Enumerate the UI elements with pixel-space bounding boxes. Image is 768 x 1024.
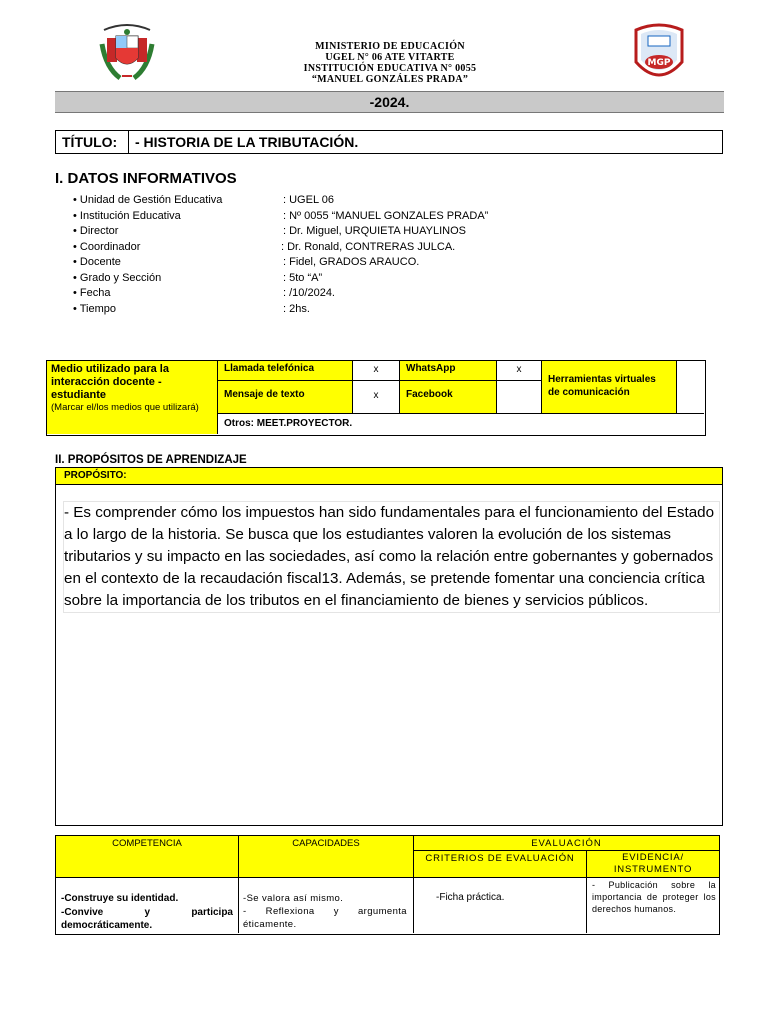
evidencia-1: - Publicación sobre la importancia de proteger los derechos humanos. xyxy=(592,880,716,914)
criterio-1: -Ficha práctica. xyxy=(436,892,505,903)
datos-row: • Institución Educativa : Nº 0055 “MANUEL GONZALES PRADA” xyxy=(73,209,489,222)
ugel-line: UGEL N° 06 ATE VITARTE xyxy=(325,52,455,63)
herramientas-cell: Herramientas virtuales de comunicación xyxy=(542,361,676,413)
mensaje-mark[interactable]: x xyxy=(373,390,379,401)
proposito-box xyxy=(55,467,723,826)
school-name-line: “MANUEL GONZÁLES PRADA” xyxy=(311,74,469,85)
col-evaluacion: EVALUACIÓN xyxy=(531,838,602,849)
capacidad-2: - Reflexiona y argumenta éticamente. xyxy=(243,906,407,930)
datos-row: • Fecha : /10/2024. xyxy=(73,287,335,299)
medio-label: Medio utilizado para la interacción docente - estudiante xyxy=(51,363,169,401)
svg-text:MGP: MGP xyxy=(647,58,671,68)
datos-row: • Unidad de Gestión Educativa : UGEL 06 xyxy=(73,194,334,206)
otros-cell: Otros: MEET.PROYECTOR. xyxy=(224,418,353,429)
school-crest-icon xyxy=(632,22,686,86)
header-block xyxy=(230,41,550,85)
institution-line: INSTITUCIÓN EDUCATIVA N° 0055 xyxy=(303,63,477,74)
facebook-mark[interactable] xyxy=(497,381,541,413)
competencia-1: -Construye su identidad. xyxy=(61,893,179,904)
capacidad-1: -Se valora así mismo. xyxy=(243,893,344,904)
datos-row: • Grado y Sección : 5to “A” xyxy=(73,271,323,284)
col-capacidades: CAPACIDADES xyxy=(292,838,360,849)
medio-table xyxy=(46,360,706,436)
whatsapp-cell: WhatsApp xyxy=(400,361,496,380)
ministry-line: MINISTERIO DE EDUCACIÓN xyxy=(315,41,465,52)
col-evidencia: EVIDENCIA/ INSTRUMENTO xyxy=(613,852,693,875)
col-competencia: COMPETENCIA xyxy=(112,838,182,849)
title-label: TÍTULO: xyxy=(56,131,129,153)
datos-row: • Tiempo : 2hs. xyxy=(73,302,310,315)
col-criterios: CRITERIOS DE EVALUACIÓN xyxy=(425,853,575,864)
proposito-label: PROPÓSITO: xyxy=(56,468,722,485)
propositos-heading: II. PROPÓSITOS DE APRENDIZAJE xyxy=(55,454,247,466)
medio-label-cell xyxy=(47,361,217,434)
competencia-table xyxy=(55,835,720,935)
datos-list xyxy=(73,193,488,317)
competencia-2: -Convive y participa democráticamente. xyxy=(61,907,233,931)
title-value: - HISTORIA DE LA TRIBUTACIÓN. xyxy=(135,134,359,150)
datos-row: • Coordinador : Dr. Ronald, CONTRERAS JULCA. xyxy=(73,240,456,253)
llamada-mark[interactable]: x xyxy=(373,364,379,375)
datos-row: • Director : Dr. Miguel, URQUIETA HUAYLINOS xyxy=(73,225,466,237)
title-box xyxy=(55,130,723,154)
whatsapp-mark[interactable]: x xyxy=(516,364,522,375)
mensaje-cell: Mensaje de texto xyxy=(218,381,352,413)
datos-heading: I. DATOS INFORMATIVOS xyxy=(55,170,237,187)
year-bar: -2024. xyxy=(55,91,724,113)
datos-row: • Docente : Fidel, GRADOS ARAUCO. xyxy=(73,256,420,268)
proposito-text: - Es comprender cómo los impuestos han sido fundamentales para el funcionamiento del Estado a lo largo de la historia. Se busca que los estudiantes valoren la evolución de los sistemas tributarios y su impacto en las sociedades, así como la relación entre gobernantes y gobernados en el contexto de la recaudación fiscal13. Además, se pretende fomentar una conciencia crítica sobre la importancia de los tributos en el financiamiento de bienes y servicios públicos. xyxy=(63,501,720,613)
peru-coat-of-arms-icon xyxy=(98,20,156,82)
facebook-cell: Facebook xyxy=(400,381,496,413)
llamada-cell: Llamada telefónica xyxy=(218,361,352,380)
medio-note: (Marcar el/los medios que utilizará) xyxy=(51,402,199,413)
